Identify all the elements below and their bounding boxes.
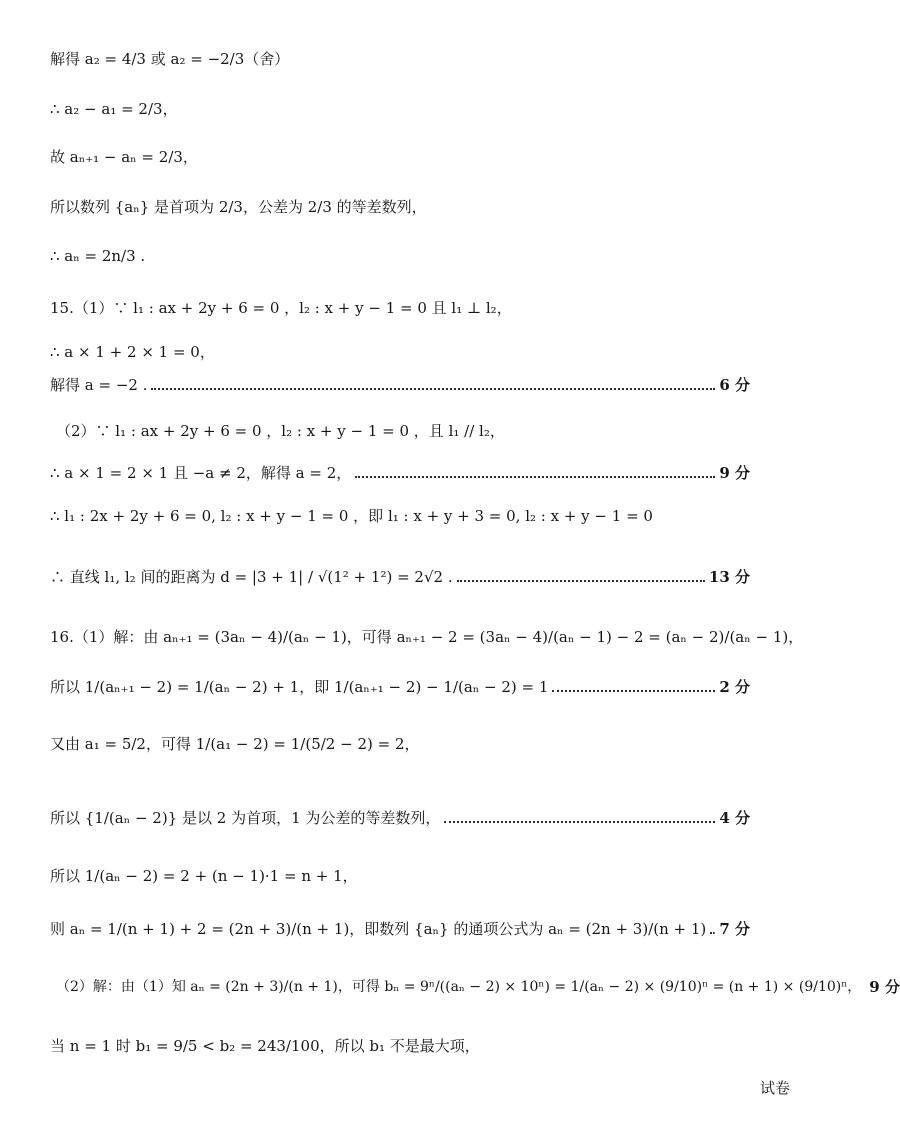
line-text: 15.（1）∵ l₁ : ax + 2y + 6 = 0 ，l₂ : x + y − 1 = 0 且 l₁ ⊥ l₂， (50, 298, 512, 317)
line-text: 则 aₙ = 1/(n + 1) + 2 = (2n + 3)/(n + 1)，即数列 {aₙ} 的通项公式为 aₙ = (2n + 3)/(n + 1) (50, 919, 707, 938)
solution-line (50, 38, 750, 78)
line-text: 故 aₙ₊₁ − aₙ = 2/3， (50, 147, 198, 166)
dotted-leader (710, 932, 715, 934)
line-text: ∴ aₙ = 2n/3 . (50, 247, 146, 265)
score-mark: 7 分 (719, 919, 750, 938)
solution-line (50, 556, 750, 596)
line-text: 解得 a = −2 . (50, 375, 148, 394)
solution-line (56, 966, 900, 1006)
solution-line (50, 797, 750, 837)
line-text: 所以 {1/(aₙ − 2)} 是以 2 为首项，1 为公差的等差数列， (50, 808, 441, 827)
score-mark: 9 分 (719, 463, 750, 482)
line-text: 当 n = 1 时 b₁ = 9/5 < b₂ = 243/100，所以 b₁ 不是最大项， (50, 1036, 480, 1055)
solution-line (50, 908, 750, 948)
line-text: 解得 a₂ = 4/3 或 a₂ = −2/3（舍） (50, 49, 290, 68)
solution-line (50, 186, 750, 226)
solution-line (50, 88, 750, 128)
line-text: 16.（1）解：由 aₙ₊₁ = (3aₙ − 4)/(aₙ − 1)，可得 aₙ₊₁ − 2 = (3aₙ − 4)/(aₙ − 1) − 2 = (aₙ − 2)/(aₙ − 1)， (50, 627, 804, 646)
line-text: ∴ a × 1 = 2 × 1 且 −a ≠ 2，解得 a = 2， (50, 463, 352, 482)
line-text: ∴ l₁ : 2x + 2y + 6 = 0, l₂ : x + y − 1 = 0 ，即 l₁ : x + y + 3 = 0, l₂ : x + y − 1 = 0 (50, 506, 653, 525)
score-mark: 2 分 (719, 677, 750, 696)
solution-line (50, 616, 804, 656)
score-mark: 13 分 (708, 567, 750, 586)
solution-line (50, 1025, 750, 1065)
line-text: ∴ a₂ − a₁ = 2/3， (50, 99, 178, 118)
solution-line (50, 855, 750, 895)
solution-line (50, 364, 750, 404)
score-mark: 4 分 (719, 808, 750, 827)
solution-line (50, 666, 750, 706)
solution-line (50, 452, 750, 492)
line-text: 所以 1/(aₙ₊₁ − 2) = 1/(aₙ − 2) + 1，即 1/(aₙ₊₁ − 2) − 1/(aₙ − 2) = 1 (50, 677, 549, 696)
dotted-leader (457, 580, 705, 582)
dotted-leader (552, 690, 715, 692)
line-text: 又由 a₁ = 5/2，可得 1/(a₁ − 2) = 1/(5/2 − 2) = 2， (50, 734, 420, 753)
solution-line (56, 410, 756, 450)
page-footer: 试卷 (759, 1079, 790, 1097)
solution-line (50, 287, 750, 327)
solution-line (50, 495, 750, 535)
line-text: （2）解：由（1）知 aₙ = (2n + 3)/(n + 1)，可得 bₙ = 9ⁿ/((aₙ − 2) × 10ⁿ) = 1/(aₙ − 2) × (9/10)ⁿ = (n + 1) × (9/10)ⁿ， (56, 979, 862, 995)
line-text: ∴ a × 1 + 2 × 1 = 0， (50, 342, 215, 361)
dotted-leader (444, 821, 715, 823)
solution-line (50, 136, 750, 176)
dotted-leader (151, 388, 715, 390)
line-text: 所以 1/(aₙ − 2) = 2 + (n − 1)·1 = n + 1， (50, 866, 358, 885)
score-mark: 9 分 (869, 977, 900, 996)
dotted-leader (355, 476, 715, 478)
solution-line (50, 236, 750, 276)
solution-line (50, 723, 750, 763)
line-text: ∴ 直线 l₁, l₂ 间的距离为 d = |3 + 1| / √(1² + 1²) = 2√2 . (50, 567, 453, 586)
score-mark: 6 分 (719, 375, 750, 394)
line-text: 所以数列 {aₙ} 是首项为 2/3，公差为 2/3 的等差数列， (50, 197, 427, 216)
line-text: （2）∵ l₁ : ax + 2y + 6 = 0 ，l₂ : x + y − 1 = 0 ，且 l₁ // l₂， (56, 421, 505, 440)
